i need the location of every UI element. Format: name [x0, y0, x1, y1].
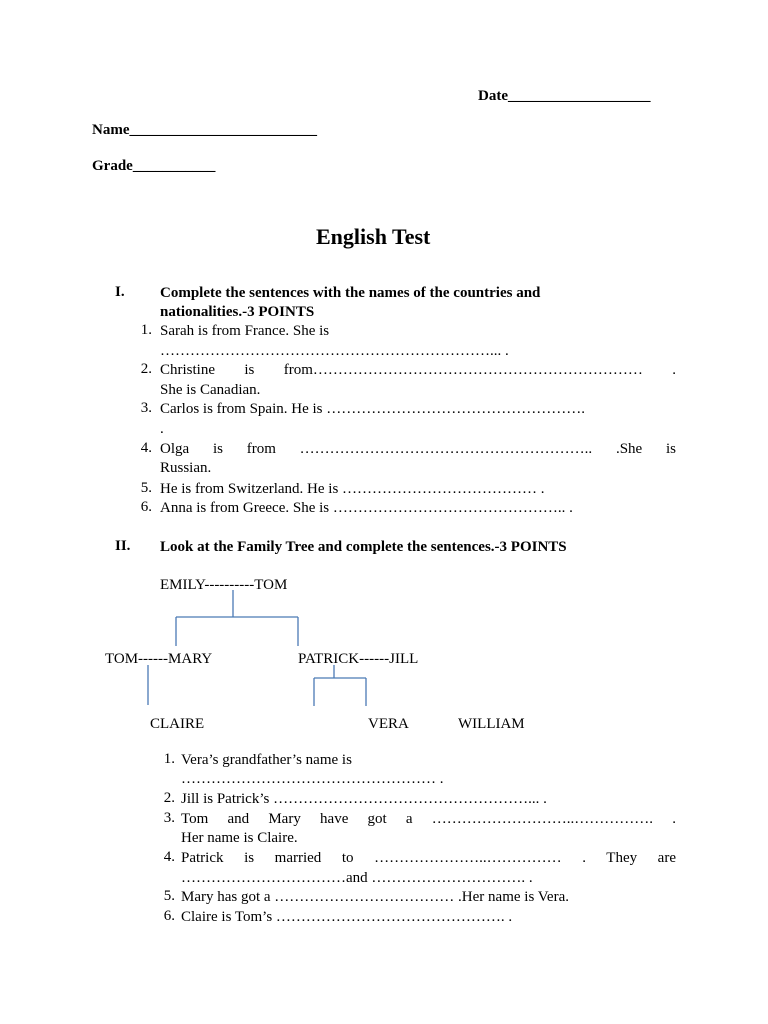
s2-item-3-line-2: Her name is Claire. — [181, 830, 298, 846]
name-field[interactable]: Name_________________________ — [92, 122, 317, 138]
s2-item-4-line-1[interactable]: Patrick is married to …………………..…………… . They are — [181, 850, 676, 866]
s2-item-1-line-2[interactable]: …………………………………………… . — [181, 771, 444, 787]
s1-item-number: 2. — [140, 361, 152, 377]
section-1-heading-line-1: Complete the sentences with the names of the countries and — [160, 285, 541, 301]
s1-item-1-line-2[interactable]: …………………………………………………………... . — [160, 343, 509, 359]
s1-item-3-line-1[interactable]: Carlos is from Spain. He is ……………………………………………. — [160, 401, 585, 417]
s2-item-number: 1. — [163, 751, 175, 767]
section-1-numeral: I. — [115, 284, 125, 300]
s2-item-1-line-1: Vera’s grandfather’s name is — [181, 752, 352, 768]
section-2-numeral: II. — [115, 538, 131, 554]
tree-left-couple: TOM------MARY — [105, 651, 213, 667]
s1-item-number: 6. — [140, 499, 152, 515]
s2-item-number: 6. — [163, 908, 175, 924]
s1-item-1-line-1: Sarah is from France. She is — [160, 323, 330, 339]
s2-item-3-line-1[interactable]: Tom and Mary have got a ………………………..……………. . — [181, 811, 676, 827]
s1-item-4-line-1[interactable]: Olga is from ………………………………………………….. .She is — [160, 441, 676, 457]
s1-item-number: 4. — [140, 440, 152, 456]
date-field[interactable]: Date___________________ — [478, 88, 651, 104]
page-title: English Test — [316, 224, 431, 249]
section-2-heading: Look at the Family Tree and complete the sentences.-3 POINTS — [160, 539, 567, 555]
tree-right-couple: PATRICK------JILL — [298, 651, 419, 667]
s1-item-2-line-2: She is Canadian. — [160, 382, 261, 398]
section-1-heading-line-2: nationalities.-3 POINTS — [160, 304, 315, 320]
tree-child-william: WILLIAM — [458, 716, 525, 732]
s1-item-2-line-1[interactable]: Christine is from………………………………………………………… . — [160, 362, 676, 378]
s1-item-3-line-2: . — [160, 421, 164, 437]
s2-item-number: 5. — [163, 888, 175, 904]
s2-item-number: 3. — [163, 810, 175, 826]
s2-item-number: 2. — [163, 790, 175, 806]
s1-item-6-line-1[interactable]: Anna is from Greece. She is ……………………………………….. . — [160, 500, 573, 516]
s2-item-6-line-1[interactable]: Claire is Tom’s ………………………………………. . — [181, 909, 513, 925]
tree-top-couple: EMILY----------TOM — [160, 577, 288, 593]
s2-item-2-line-1[interactable]: Jill is Patrick’s ……………………………………………... . — [181, 791, 547, 807]
s1-item-number: 5. — [140, 480, 152, 496]
s1-item-5-line-1[interactable]: He is from Switzerland. He is ………………………………… . — [160, 481, 545, 497]
s1-item-number: 1. — [140, 322, 152, 338]
tree-child-claire: CLAIRE — [150, 716, 205, 732]
s1-item-number: 3. — [140, 400, 152, 416]
s1-item-4-line-2: Russian. — [160, 460, 212, 476]
grade-field[interactable]: Grade___________ — [92, 158, 216, 174]
s2-item-number: 4. — [163, 849, 175, 865]
tree-child-vera: VERA — [368, 716, 409, 732]
s2-item-4-line-2[interactable]: ……………………………and …………………………. . — [181, 870, 533, 886]
s2-item-5-line-1[interactable]: Mary has got a ……………………………… .Her name is Vera. — [181, 889, 569, 905]
